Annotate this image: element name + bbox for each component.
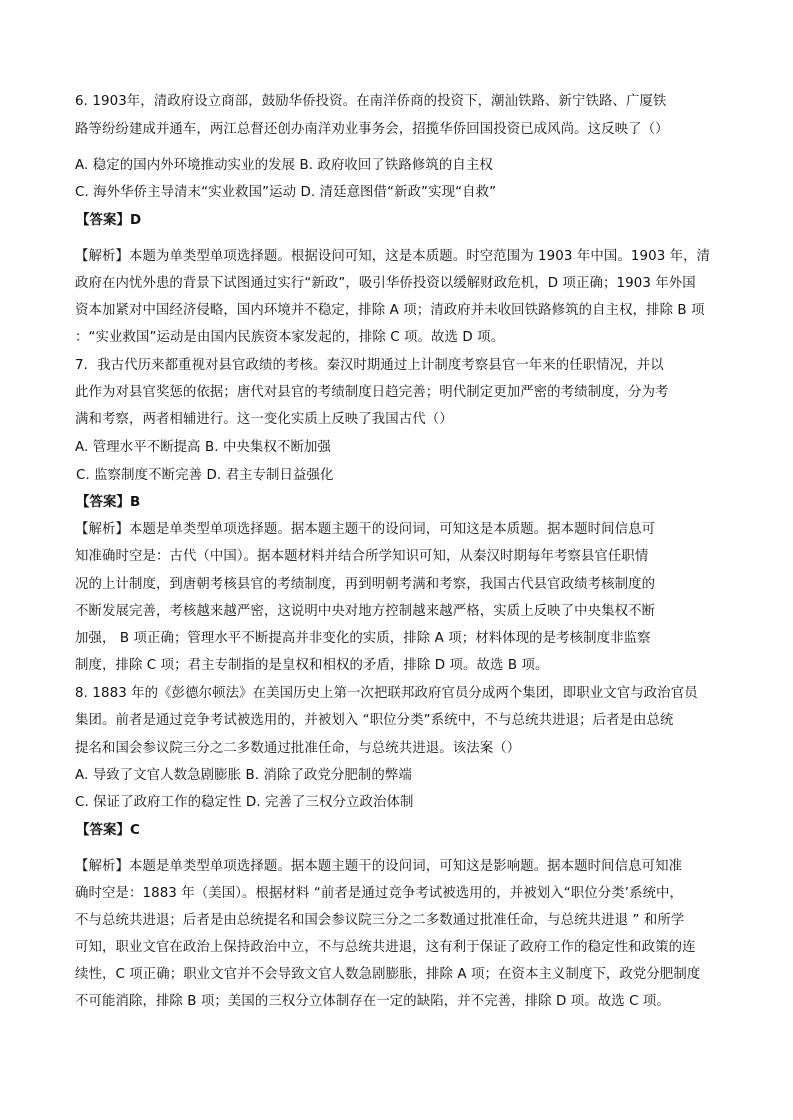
q8-analysis-line-2: 确时空是：1883 年（美国）。根据材料 “前者是通过竞争考试被选用的，并被划入“职位分类’系统中， [75, 886, 684, 901]
q8-analysis-line-4: 可知，职业文官在政治上保持政治中立，不与总统共进退，这有利于保证了政府工作的稳定性和政策的连 [75, 940, 696, 955]
q6-options-line-1: A. 稳定的国内外环境推动实业的发展 B. 政府收回了铁路修筑的自主权 [75, 158, 493, 173]
q6-analysis-line-2: 政府在内忧外患的背景下试图通过实行“新政”，吸引华侨投资以缓解财政危机，D 项正确；1903 年外国 [75, 276, 696, 291]
q7-analysis-line-3: 况的上计制度，到唐朝考核县官的考绩制度，再到明朝考满和考察，我国古代县官政绩考核制度的 [75, 577, 656, 592]
q8-analysis-line-5: 续性，C 项正确；职业文官并不会导致文官人数急剧膨胀，排除 A 项；在资本主义制度下，政党分肥制度 [75, 967, 701, 982]
q7-options-line-2: C. 监察制度不断完善 D. 君主专制日益强化 [76, 468, 334, 483]
q7-analysis-line-6: 制度，排除 C 项；君主专制指的是皇权和相权的矛盾，排除 D 项。故选 B 项。 [75, 658, 549, 673]
q8-stem-line-3: 提名和国会参议院三分之二多数通过批准任命，与总统共进退。该法案（） [75, 741, 521, 756]
q6-analysis-line-1: 【解析】本题为单类型单项选择题。根据设问可知，这是本质题。时空范围为 1903 年中国。1903 年，清 [75, 249, 711, 264]
q7-analysis-line-4: 不断发展完善，考核越来越严密，这说明中央对地方控制越来越严格，实质上反映了中央集权不断 [75, 604, 656, 619]
q6-stem-line-2: 路等纷纷建成并通车，两江总督还创办南洋劝业事务会，招揽华侨回国投资已成风尚。这反映了（） [75, 122, 669, 137]
q7-stem-line-2: 此作为对县官奖惩的依据；唐代对县官的考绩制度日趋完善；明代制定更加严密的考绩制度，分为考 [75, 385, 669, 400]
q7-stem-line-3: 满和考察，两者相辅进行。这一变化实质上反映了我国古代（） [75, 412, 453, 427]
q8-answer: 【答案】C [76, 823, 140, 838]
q8-analysis-line-3: 不与总统共进退；后者是由总统提名和国会参议院三分之二多数通过批准任命，与总统共进退 ” 和所学 [75, 913, 685, 928]
q7-analysis-line-5: 加强， B 项正确；管理水平不断提高并非变化的实质，排除 A 项；材料体现的是考核制度非监察 [75, 631, 651, 646]
q6-stem-line-1: 6. 1903年，清政府设立商部，鼓励华侨投资。在南洋侨商的投资下，潮汕铁路、新宁铁路、广厦铁 [75, 94, 667, 109]
q8-options-line-1: A. 导致了文官人数急剧膨胀 B. 消除了政党分肥制的弊端 [75, 768, 412, 783]
q7-analysis-line-2: 知准确时空是：古代（中国）。据本题材料并结合所学知识可知，从秦汉时期每年考察县官任职情 [75, 549, 649, 564]
q8-stem-line-1: 8. 1883 年的《彭德尔顿法》在美国历史上第一次把联邦政府官员分成两个集团，即职业文官与政治官员 [75, 686, 698, 701]
q7-answer: 【答案】B [76, 495, 141, 510]
q6-options-line-2: C. 海外华侨主导清末“实业救国”运动 D. 清廷意图借“新政”实现“自救” [75, 185, 497, 200]
q8-analysis-line-6: 不可能消除，排除 B 项；美国的三权分立体制存在一定的缺陷，并不完善，排除 D 项。故选 C 项。 [75, 994, 670, 1009]
q7-stem-line-1: 7．我古代历来都重视对县官政绩的考核。秦汉时期通过上计制度考察县官一年来的任职情况，并以 [75, 358, 664, 373]
q8-options-line-2: C. 保证了政府工作的稳定性 D. 完善了三权分立政治体制 [75, 795, 414, 810]
q8-stem-line-2: 集团。前者是通过竞争考试被选用的，并被划入 “职位分类”系统中，不与总统共进退；后者是由总统 [75, 713, 674, 728]
q6-answer: 【答案】D [76, 213, 142, 228]
q6-analysis-line-3: 资本加紧对中国经济侵略，国内环境并不稳定，排除 A 项；清政府并未收回铁路修筑的自主权，排除 B 项 [75, 303, 705, 318]
q7-analysis-line-1: 【解析】本题是单类型单项选择题。据本题主题干的设问词，可知这是本质题。据本题时间信息可 [75, 522, 656, 537]
q7-options-line-1: A. 管理水平不断提高 B. 中央集权不断加强 [75, 440, 331, 455]
q6-analysis-line-4: ：“实业救国”运动是由国内民族资本家发起的，排除 C 项。故选 D 项。 [75, 330, 505, 345]
q8-analysis-line-1: 【解析】本题是单类型单项选择题。据本题主题干的设问词，可知这是影响题。据本题时间信息可知准 [75, 859, 683, 874]
